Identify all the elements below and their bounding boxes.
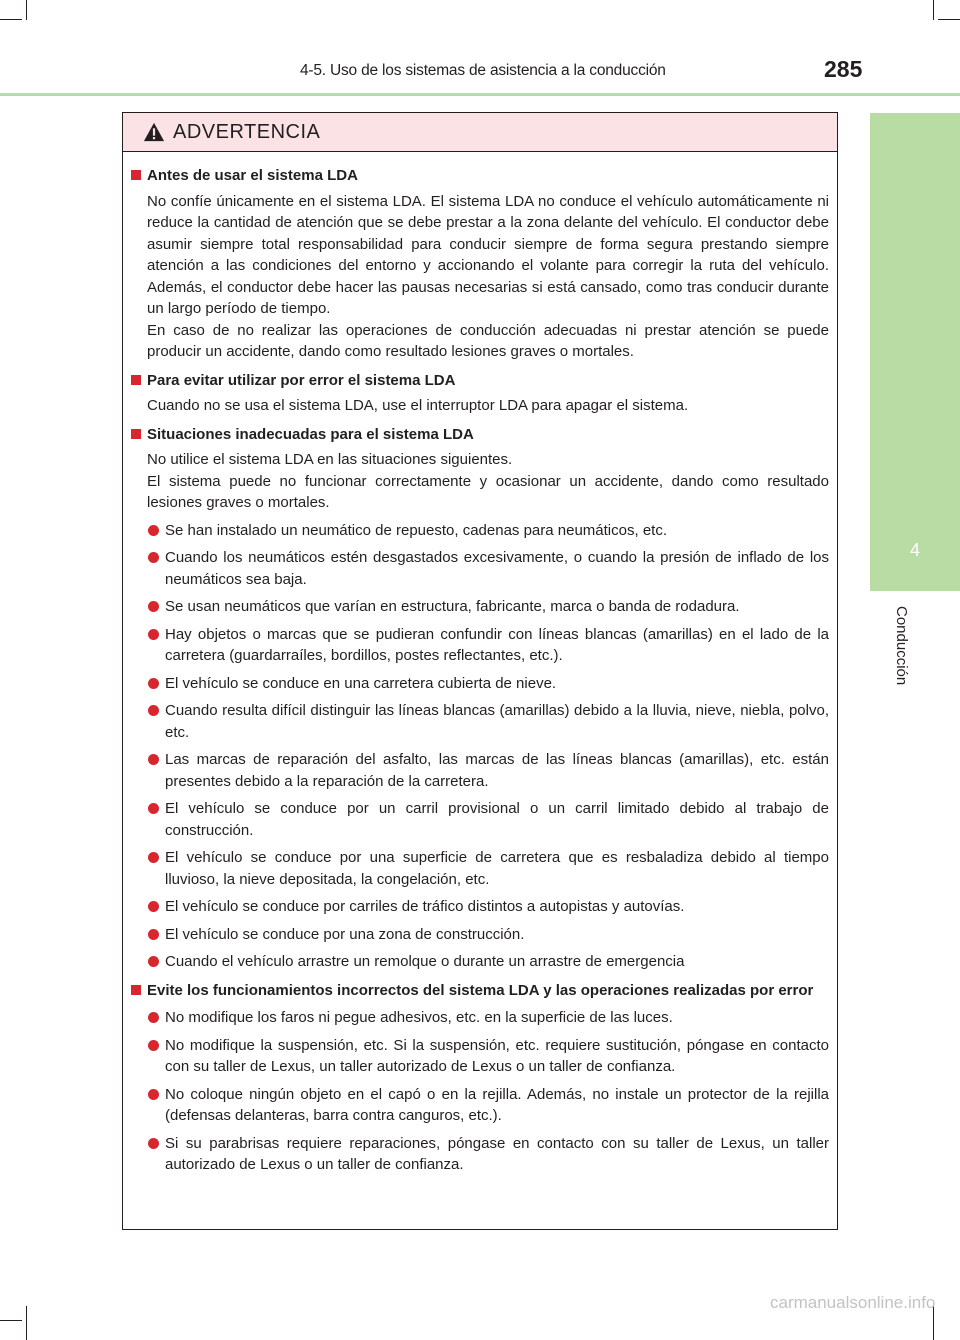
- warning-list-item: [131, 951, 829, 973]
- list-item-text: El vehículo se conduce por un carril provisional o un carril limitado debido al trabajo de construcción.: [165, 800, 829, 839]
- warning-list-item: [131, 520, 829, 542]
- section-title-text: Antes de usar el sistema LDA: [147, 167, 358, 184]
- crop-mark: [26, 0, 27, 20]
- section-title-text: Para evitar utilizar por error el sistema LDA: [147, 371, 456, 389]
- red-square-bullet-icon: [131, 170, 141, 180]
- list-item-text: Las marcas de reparación del asfalto, las marcas de las líneas blancas (amarillas), etc. están presentes debido a la reparación de la carretera.: [165, 751, 829, 790]
- list-item-text: Cuando el vehículo arrastre un remolque o durante un arrastre de emergencia: [165, 953, 685, 970]
- warning-list-item: [131, 673, 829, 695]
- red-square-bullet-icon: [131, 375, 141, 385]
- crop-mark: [938, 19, 960, 20]
- warning-list-item: [131, 924, 829, 946]
- red-dot-bullet-icon: [148, 852, 159, 863]
- red-dot-bullet-icon: [148, 956, 159, 967]
- red-dot-bullet-icon: [148, 601, 159, 612]
- warning-body: [131, 165, 829, 1176]
- red-dot-bullet-icon: [148, 803, 159, 814]
- warning-triangle-icon: [143, 121, 165, 143]
- red-dot-bullet-icon: [148, 1040, 159, 1051]
- red-dot-bullet-icon: [148, 929, 159, 940]
- header-rule: [0, 93, 960, 96]
- warning-header: [123, 113, 837, 152]
- warning-title: ADVERTENCIA: [173, 120, 321, 143]
- warning-paragraph: No confíe únicamente en el sistema LDA. El sistema LDA no conduce el vehículo automáticamente ni reduce la cantidad de atención que se debe prestar a la zona delante del vehículo. El conductor debe asumir siempre total responsabilidad para conducir siempre de forma segura prestando siempre atención a las condiciones del entorno y accionando el volante para corregir la ruta del vehículo. Además, el conductor debe hacer las pausas necesarias si está cansado, como tras conducir durante un largo período de tiempo.: [147, 192, 829, 317]
- chapter-number: 4: [909, 540, 920, 560]
- red-square-bullet-icon: [131, 429, 141, 439]
- red-dot-bullet-icon: [148, 525, 159, 536]
- crop-mark: [0, 1320, 22, 1321]
- section-title-text: Evite los funcionamientos incorrectos del sistema LDA y las operaciones realizadas por error: [147, 981, 814, 999]
- warning-paragraph: El sistema puede no funcionar correctamente y ocasionar un accidente, dando como resultado lesiones graves o mortales.: [147, 472, 829, 511]
- list-item-text: Se han instalado un neumático de repuesto, cadenas para neumáticos, etc.: [165, 521, 667, 539]
- watermark: carmanualsonline.info: [770, 1293, 936, 1312]
- warning-list-item: [131, 1007, 829, 1029]
- warning-section-title: [131, 370, 829, 392]
- list-item-text: Cuando los neumáticos estén desgastados excesivamente, o cuando la presión de inflado de los neumáticos sea baja.: [165, 549, 829, 588]
- list-item-text: No modifique los faros ni pegue adhesivos, etc. en la superficie de las luces.: [165, 1009, 673, 1026]
- red-dot-bullet-icon: [148, 629, 159, 640]
- red-dot-bullet-icon: [148, 754, 159, 765]
- red-dot-bullet-icon: [148, 1012, 159, 1023]
- warning-box: [122, 112, 838, 1230]
- list-item-text: Cuando resulta difícil distinguir las líneas blancas (amarillas) debido a la lluvia, nieve, niebla, polvo, etc.: [165, 702, 829, 741]
- list-item-text: No coloque ningún objeto en el capó o en la rejilla. Además, no instale un protector de la rejilla (defensas delanteras, barra contra canguros, etc.).: [165, 1085, 829, 1124]
- warning-paragraph: No utilice el sistema LDA en las situaciones siguientes.: [147, 451, 513, 468]
- red-dot-bullet-icon: [148, 901, 159, 912]
- warning-section-title: [131, 165, 829, 187]
- warning-list-item: [131, 749, 829, 792]
- list-item-text: Hay objetos o marcas que se pudieran confundir con líneas blancas (amarillas) en el lado de la carretera (guardarraíles, bordillos, postes reflectantes, etc.).: [165, 625, 829, 664]
- warning-list-item: [131, 1035, 829, 1078]
- warning-list-item: [131, 624, 829, 667]
- chapter-label: Conducción: [893, 606, 910, 686]
- list-item-text: El vehículo se conduce por una superficie de carretera que es resbaladiza debido al tiempo lluvioso, la nieve depositada, la congelación, etc.: [165, 849, 829, 888]
- warning-list-item: [131, 1133, 829, 1176]
- red-square-bullet-icon: [131, 985, 141, 995]
- red-dot-bullet-icon: [148, 552, 159, 563]
- list-item-text: El vehículo se conduce en una carretera cubierta de nieve.: [165, 674, 557, 692]
- warning-list-item: [131, 847, 829, 890]
- warning-list-item: [131, 896, 829, 918]
- list-item-text: El vehículo se conduce por carriles de tráfico distintos a autopistas y autovías.: [165, 898, 685, 915]
- section-title-text: Situaciones inadecuadas para el sistema LDA: [147, 425, 474, 443]
- crop-mark: [0, 19, 22, 20]
- red-dot-bullet-icon: [148, 1138, 159, 1149]
- warning-list-item: [131, 547, 829, 590]
- warning-list-item: [131, 596, 829, 618]
- list-item-text: El vehículo se conduce por una zona de construcción.: [165, 925, 525, 943]
- red-dot-bullet-icon: [148, 1089, 159, 1100]
- crop-mark: [933, 0, 934, 20]
- chapter-tab: [870, 113, 960, 591]
- page-number: 285: [824, 56, 863, 82]
- warning-list-item: [131, 700, 829, 743]
- warning-paragraph: En caso de no realizar las operaciones de conducción adecuadas ni prestar atención se puede producir un accidente, dando como resultado lesiones graves o mortales.: [147, 321, 829, 360]
- warning-list-item: [131, 798, 829, 841]
- list-item-text: Se usan neumáticos que varían en estructura, fabricante, marca o banda de rodadura.: [165, 598, 740, 615]
- list-item-text: Si su parabrisas requiere reparaciones, póngase en contacto con su taller de Lexus, un taller autorizado de Lexus o un taller de confianza.: [165, 1134, 829, 1173]
- warning-list-item: [131, 1084, 829, 1127]
- warning-section-title: [131, 980, 829, 1002]
- list-item-text: No modifique la suspensión, etc. Si la suspensión, etc. requiere sustitución, póngase en contacto con su taller de Lexus, un taller autorizado de Lexus o un taller de confianza.: [165, 1036, 829, 1075]
- crop-mark: [26, 1306, 27, 1340]
- red-dot-bullet-icon: [148, 678, 159, 689]
- warning-paragraph: Cuando no se usa el sistema LDA, use el interruptor LDA para apagar el sistema.: [147, 397, 689, 414]
- section-header: 4-5. Uso de los sistemas de asistencia a la conducción: [300, 62, 666, 79]
- warning-section-title: [131, 424, 829, 446]
- red-dot-bullet-icon: [148, 705, 159, 716]
